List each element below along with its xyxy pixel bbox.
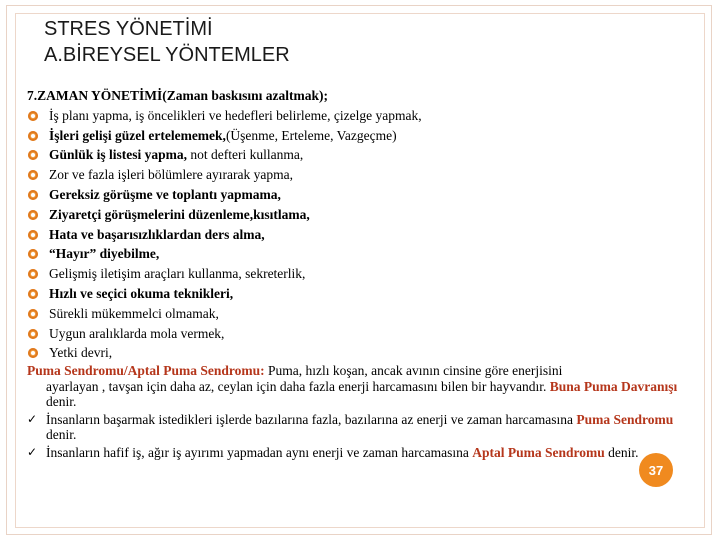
puma-desc-1: Puma, hızlı koşan, ancak avının cinsine göre enerjisini bbox=[264, 363, 563, 379]
puma-definition: Puma Sendromu/Aptal Puma Sendromu: Puma, hızlı koşan, ancak avının cinsine göre enerjisini ayarlayan , tavşan için daha az, ceylan için daha fazla enerji harcamasını bilen bir hayvandır. Buna Puma Davranışı denir. bbox=[27, 363, 678, 410]
bullet-icon bbox=[28, 170, 38, 180]
bullet-item: Hata ve başarısızlıklardan ders alma, bbox=[27, 225, 692, 245]
bullet-item: Yetki devri, bbox=[27, 343, 692, 363]
bullet-item: Ziyaretçi görüşmelerini düzenleme,kısıtlama, bbox=[27, 205, 692, 225]
bullet-item: Sürekli mükemmelci olmamak, bbox=[27, 304, 692, 324]
bullet-item: İşleri gelişi güzel ertelememek,(Üşenme, Erteleme, Vazgeçme) bbox=[27, 126, 692, 146]
checkmark-icon: ✓ bbox=[27, 411, 38, 426]
bullet-icon bbox=[28, 230, 38, 240]
bullet-item: Zor ve fazla işleri bölümlere ayırarak yapma, bbox=[27, 165, 692, 185]
aptal-puma-term: Aptal Puma Sendromu bbox=[472, 444, 605, 460]
title-line-1: STRES YÖNETİMİ bbox=[44, 18, 213, 40]
bullet-icon bbox=[28, 348, 38, 358]
check-item: ✓ İnsanların hafif iş, ağır iş ayırımı yapmadan aynı enerji ve zaman harcamasına Aptal Puma Sendromu denir. bbox=[27, 444, 639, 460]
bullet-item: Uygun aralıklarda mola vermek, bbox=[27, 324, 692, 344]
bullet-item: Gelişmiş iletişim araçları kullanma, sekreterlik, bbox=[27, 264, 692, 284]
puma-behavior: Buna Puma Davranışı bbox=[546, 378, 678, 394]
checkmark-icon: ✓ bbox=[27, 444, 38, 459]
bullet-icon bbox=[28, 131, 38, 141]
check-item: ✓ İnsanların başarmak istedikleri işlerde bazılarına fazla, bazılarına az enerji ve zaman harcamasına Puma Sendromu denir. bbox=[27, 411, 674, 443]
bullet-icon bbox=[28, 269, 38, 279]
bullet-icon bbox=[28, 249, 38, 259]
bullet-icon bbox=[28, 150, 38, 160]
puma-sendromu-term: Puma Sendromu bbox=[576, 411, 674, 427]
bullet-icon bbox=[28, 111, 38, 121]
bullet-icon bbox=[28, 329, 38, 339]
puma-heading: Puma Sendromu/Aptal Puma Sendromu: bbox=[27, 363, 265, 379]
bullet-list bbox=[27, 106, 692, 363]
bullet-item: Günlük iş listesi yapma, not defteri kullanma, bbox=[27, 145, 692, 165]
bullet-icon bbox=[28, 309, 38, 319]
section-heading: 7.ZAMAN YÖNETİMİ(Zaman baskısını azaltmak); bbox=[27, 88, 329, 103]
bullet-item: Gereksiz görüşme ve toplantı yapmama, bbox=[27, 185, 692, 205]
page-number-badge: 37 bbox=[639, 453, 673, 487]
slide-content bbox=[27, 86, 692, 460]
bullet-item: “Hayır” diyebilme, bbox=[27, 244, 692, 264]
puma-desc-2: ayarlayan , tavşan için daha az, ceylan için daha fazla enerji harcamasını bilen bir hayvandır. bbox=[46, 378, 547, 394]
bullet-icon bbox=[28, 289, 38, 299]
title-line-2: A.BİREYSEL YÖNTEMLER bbox=[44, 44, 290, 66]
bullet-item: Hızlı ve seçici okuma teknikleri, bbox=[27, 284, 692, 304]
bullet-icon bbox=[28, 210, 38, 220]
bullet-icon bbox=[28, 190, 38, 200]
slide-title bbox=[44, 16, 290, 68]
bullet-item: İş planı yapma, iş öncelikleri ve hedefleri belirleme, çizelge yapmak, bbox=[27, 106, 692, 126]
